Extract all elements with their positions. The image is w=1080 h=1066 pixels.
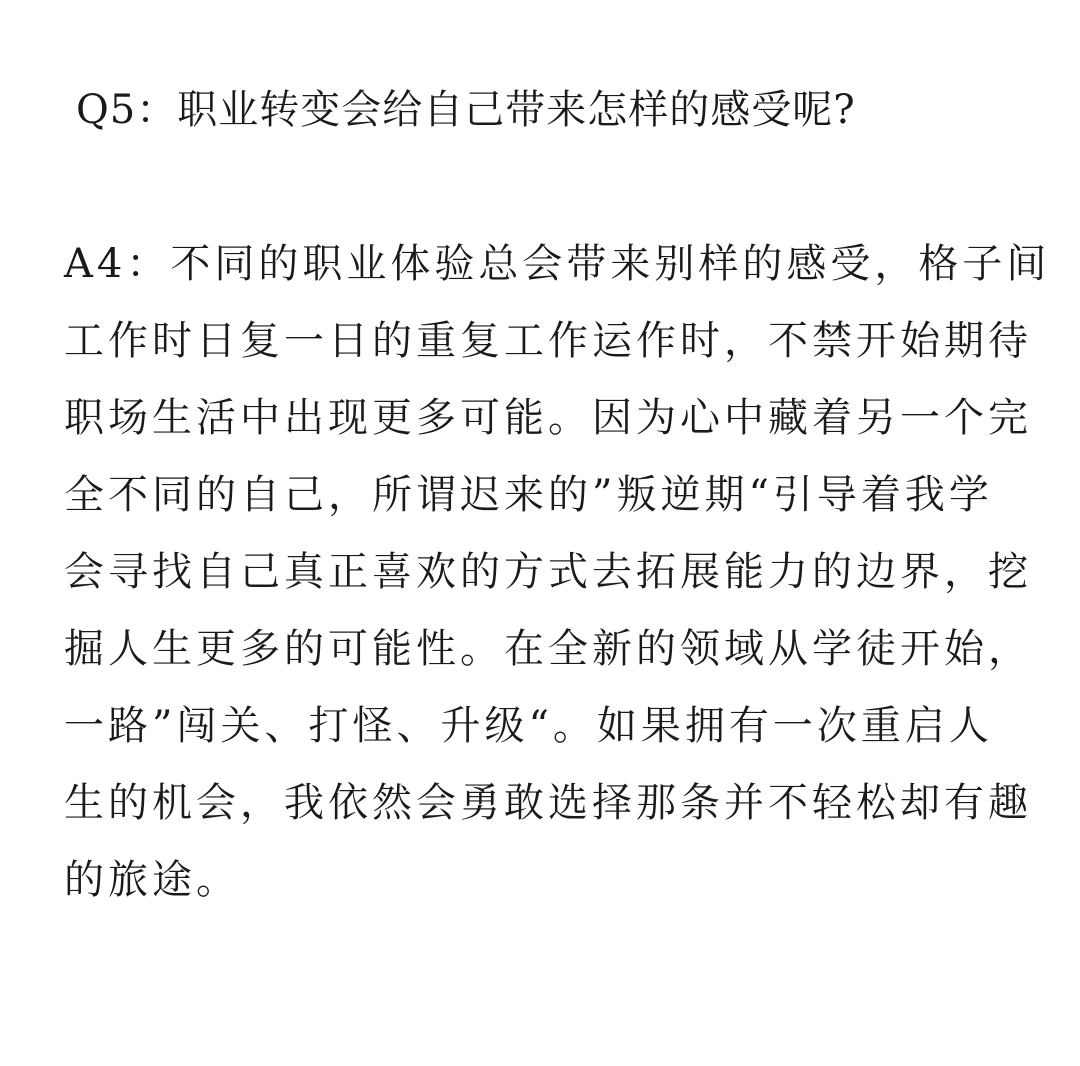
answer-line: 会寻找自己真正喜欢的方式去拓展能力的边界，挖 [64, 549, 1032, 595]
answer-line: 全不同的自己，所谓迟来的”叛逆期“引导着我学 [64, 472, 993, 518]
answer-line: 生的机会，我依然会勇敢选择那条并不轻松却有趣 [64, 780, 1032, 826]
question-heading: Q5：职业转变会给自己带来怎样的感受呢? [76, 87, 856, 133]
answer-line: 掘人生更多的可能性。在全新的领域从学徒开始， [64, 626, 1032, 672]
answer-line: 一路”闯关、打怪、升级“。如果拥有一次重启人 [64, 703, 993, 749]
answer-line: 的旅途。 [64, 857, 240, 903]
answer-line: A4：不同的职业体验总会带来别样的感受，格子间 [64, 241, 1051, 287]
answer-line: 职场生活中出现更多可能。因为心中藏着另一个完 [64, 395, 1032, 441]
answer-paragraph [64, 232, 1051, 925]
answer-line: 工作时日复一日的重复工作运作时，不禁开始期待 [64, 318, 1032, 364]
